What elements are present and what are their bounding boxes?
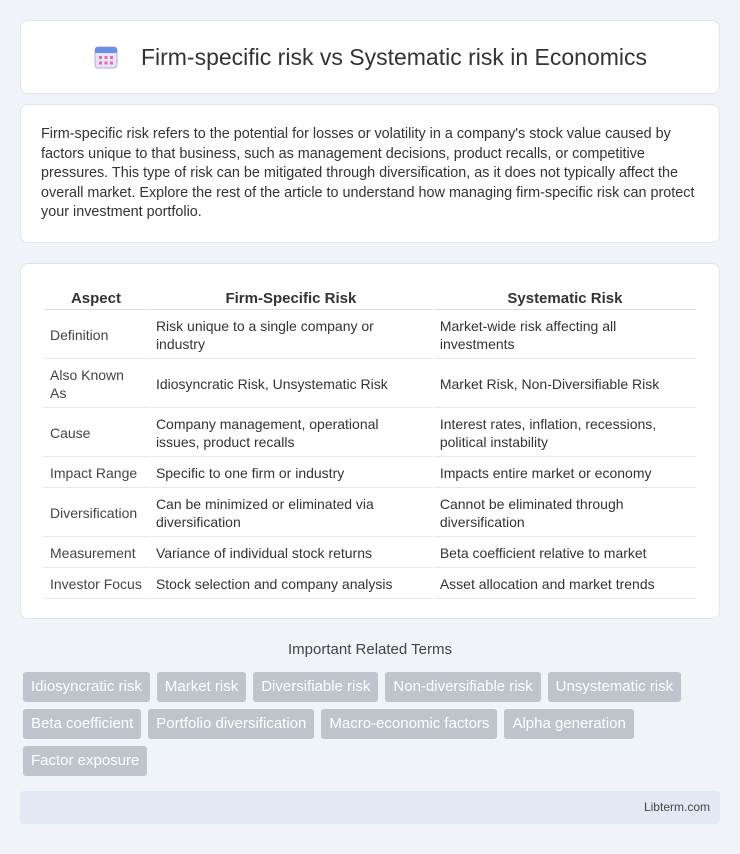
page-title: Firm-specific risk vs Systematic risk in Economics bbox=[140, 43, 648, 70]
cell-firm-specific: Stock selection and company analysis bbox=[150, 570, 432, 599]
cell-aspect: Definition bbox=[44, 312, 148, 359]
footer-site-link[interactable]: Libterm.com bbox=[643, 800, 710, 814]
cell-firm-specific: Variance of individual stock returns bbox=[150, 539, 432, 568]
cell-firm-specific: Company management, operational issues, product recalls bbox=[150, 410, 432, 457]
cell-systematic: Asset allocation and market trends bbox=[434, 570, 696, 599]
tag-unsystematic-risk[interactable]: Unsystematic risk bbox=[548, 672, 682, 702]
table-row bbox=[44, 459, 696, 488]
cell-aspect: Cause bbox=[44, 410, 148, 457]
tag-portfolio-diversification[interactable]: Portfolio diversification bbox=[148, 709, 314, 739]
cell-systematic: Cannot be eliminated through diversification bbox=[434, 490, 696, 537]
tag-non-diversifiable-risk[interactable]: Non-diversifiable risk bbox=[385, 672, 540, 702]
cell-systematic: Beta coefficient relative to market bbox=[434, 539, 696, 568]
cell-firm-specific: Idiosyncratic Risk, Unsystematic Risk bbox=[150, 361, 432, 408]
tag-alpha-generation[interactable]: Alpha generation bbox=[504, 709, 633, 739]
tag-factor-exposure[interactable]: Factor exposure bbox=[23, 746, 147, 776]
cell-aspect: Measurement bbox=[44, 539, 148, 568]
intro-paragraph: Firm-specific risk refers to the potential for losses or volatility in a company's stock value caused by factors unique to that business, such as management decisions, product recalls, or competitive pressures. This type of risk can be mitigated through diversification, as it does not typically affect the overall market. Explore the rest of the article to understand how managing firm-specific risk can protect your investment portfolio. bbox=[41, 126, 695, 220]
table-row bbox=[44, 539, 696, 568]
tag-diversifiable-risk[interactable]: Diversifiable risk bbox=[253, 672, 378, 702]
footer bbox=[20, 791, 720, 824]
tag-beta-coefficient[interactable]: Beta coefficient bbox=[23, 709, 141, 739]
column-header-aspect: Aspect bbox=[44, 286, 148, 310]
cell-firm-specific: Specific to one firm or industry bbox=[150, 459, 432, 488]
cell-systematic: Impacts entire market or economy bbox=[434, 459, 696, 488]
cell-aspect: Impact Range bbox=[44, 459, 148, 488]
table-row bbox=[44, 361, 696, 408]
cell-aspect: Diversification bbox=[44, 490, 148, 537]
table-row bbox=[44, 490, 696, 537]
tag-market-risk[interactable]: Market risk bbox=[157, 672, 246, 702]
comparison-table-card bbox=[20, 263, 720, 619]
table-row bbox=[44, 312, 696, 359]
tag-idiosyncratic-risk[interactable]: Idiosyncratic risk bbox=[23, 672, 150, 702]
related-terms-title: Important Related Terms bbox=[288, 641, 452, 658]
table-row bbox=[44, 570, 696, 599]
related-terms-tags bbox=[23, 672, 723, 783]
comparison-table bbox=[42, 284, 698, 601]
tag-macro-economic-factors[interactable]: Macro-economic factors bbox=[321, 709, 497, 739]
cell-firm-specific: Risk unique to a single company or industry bbox=[150, 312, 432, 359]
intro-card bbox=[20, 104, 720, 243]
header-card bbox=[20, 20, 720, 94]
cell-firm-specific: Can be minimized or eliminated via diversification bbox=[150, 490, 432, 537]
cell-systematic: Interest rates, inflation, recessions, political instability bbox=[434, 410, 696, 457]
table-header-row bbox=[44, 286, 696, 310]
cell-aspect: Also Known As bbox=[44, 361, 148, 408]
column-header-firm-specific: Firm-Specific Risk bbox=[150, 286, 432, 310]
column-header-systematic: Systematic Risk bbox=[434, 286, 696, 310]
cell-systematic: Market-wide risk affecting all investments bbox=[434, 312, 696, 359]
table-row bbox=[44, 410, 696, 457]
calendar-icon bbox=[93, 44, 119, 70]
cell-aspect: Investor Focus bbox=[44, 570, 148, 599]
cell-systematic: Market Risk, Non-Diversifiable Risk bbox=[434, 361, 696, 408]
